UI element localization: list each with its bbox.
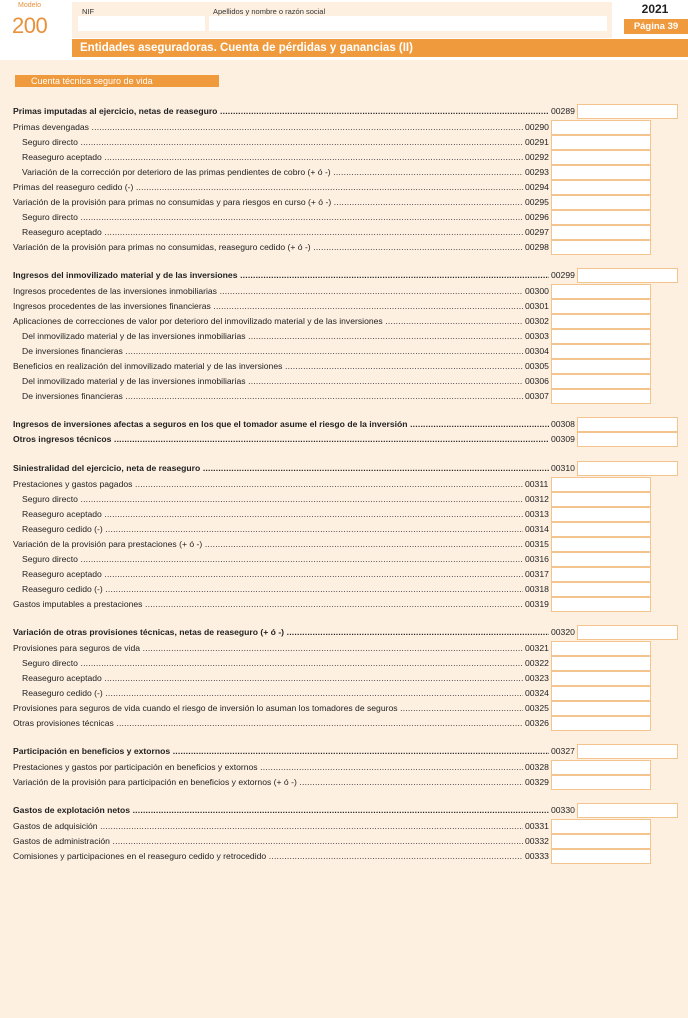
- amount-field-00332[interactable]: [551, 834, 651, 849]
- amount-field-00303[interactable]: [551, 329, 651, 344]
- page-badge: Página 39: [624, 19, 688, 34]
- form-row-00329: [0, 775, 688, 790]
- row-code: 00316: [525, 554, 549, 564]
- form-row-00307: [0, 389, 688, 404]
- row-label: Gastos de adquisición .....: [13, 819, 523, 834]
- amount-field-00331[interactable]: [551, 819, 651, 834]
- row-label: Seguro directo .....: [22, 135, 523, 150]
- year: 2021: [641, 2, 669, 16]
- row-code: 00323: [525, 673, 549, 683]
- row-code: 00290: [525, 122, 549, 132]
- amount-field-00299[interactable]: [577, 268, 678, 283]
- form-row-00317: [0, 567, 688, 582]
- amount-field-00298[interactable]: [551, 240, 651, 255]
- row-label: Reaseguro aceptado .....: [22, 567, 523, 582]
- row-code: 00295: [525, 197, 549, 207]
- row-code: 00311: [525, 479, 549, 489]
- row-code: 00318: [525, 584, 549, 594]
- row-code: 00305: [525, 361, 549, 371]
- amount-field-00322[interactable]: [551, 656, 651, 671]
- amount-field-00330[interactable]: [577, 803, 678, 818]
- amount-field-00294[interactable]: [551, 180, 651, 195]
- form-row-00313: [0, 507, 688, 522]
- row-code: 00297: [525, 227, 549, 237]
- row-code: 00320: [551, 627, 575, 637]
- row-code: 00322: [525, 658, 549, 668]
- amount-field-00319[interactable]: [551, 597, 651, 612]
- amount-field-00309[interactable]: [577, 432, 678, 447]
- row-label: Gastos de administración .....: [13, 834, 523, 849]
- form-row-00304: [0, 344, 688, 359]
- amount-field-00313[interactable]: [551, 507, 651, 522]
- form-row-00322: [0, 656, 688, 671]
- amount-field-00321[interactable]: [551, 641, 651, 656]
- row-code: 00333: [525, 851, 549, 861]
- row-label: Otras provisiones técnicas .....: [13, 716, 523, 731]
- row-label: Beneficios en realización del inmovilizado material y de las inversiones .....: [13, 359, 523, 374]
- form-row-00293: [0, 165, 688, 180]
- amount-field-00326[interactable]: [551, 716, 651, 731]
- modelo-label: Modelo: [18, 2, 41, 9]
- row-label: Comisiones y participaciones en el reaseguro cedido y retrocedido .....: [13, 849, 523, 864]
- row-code: 00291: [525, 137, 549, 147]
- row-code: 00303: [525, 331, 549, 341]
- form-row-00291: [0, 135, 688, 150]
- row-code: 00309: [551, 434, 575, 444]
- form-row-00319: [0, 597, 688, 612]
- amount-field-00297[interactable]: [551, 225, 651, 240]
- amount-field-00328[interactable]: [551, 760, 651, 775]
- row-label: Provisiones para seguros de vida cuando el riesgo de inversión lo asuman los tomadores de seguros .....: [13, 701, 523, 716]
- row-label: Primas del reaseguro cedido (-) .....: [13, 180, 523, 195]
- amount-field-00306[interactable]: [551, 374, 651, 389]
- form-row-00324: [0, 686, 688, 701]
- form-row-00331: [0, 819, 688, 834]
- row-label: Ingresos procedentes de las inversiones inmobiliarias .....: [13, 284, 523, 299]
- amount-field-00320[interactable]: [577, 625, 678, 640]
- amount-field-00325[interactable]: [551, 701, 651, 716]
- row-code: 00304: [525, 346, 549, 356]
- row-code: 00302: [525, 316, 549, 326]
- form-row-00292: [0, 150, 688, 165]
- amount-field-00314[interactable]: [551, 522, 651, 537]
- row-label: Primas imputadas al ejercicio, netas de reaseguro .....: [13, 104, 549, 119]
- row-label: Reaseguro aceptado .....: [22, 671, 523, 686]
- row-label: Variación de la provisión para primas no consumidas, reaseguro cedido (+ ó -) .....: [13, 240, 523, 255]
- form-row-00295: [0, 195, 688, 210]
- modelo-number: 200: [12, 13, 48, 38]
- form-row-00300: [0, 284, 688, 299]
- row-label: Siniestralidad del ejercicio, neta de reaseguro .....: [13, 461, 549, 476]
- row-code: 00329: [525, 777, 549, 787]
- nif-label: NIF: [82, 7, 95, 16]
- row-label: Prestaciones y gastos pagados .....: [13, 477, 523, 492]
- amount-field-00293[interactable]: [551, 165, 651, 180]
- row-label: Reaseguro aceptado .....: [22, 507, 523, 522]
- row-code: 00330: [551, 805, 575, 815]
- form-row-00311: [0, 477, 688, 492]
- form-row-00315: [0, 537, 688, 552]
- form-row-00294: [0, 180, 688, 195]
- row-code: 00312: [525, 494, 549, 504]
- row-label: Ingresos de inversiones afectas a seguros en los que el tomador asume el riesgo de la inversión .....: [13, 417, 549, 432]
- form-row-00289: [0, 104, 688, 119]
- amount-field-00307[interactable]: [551, 389, 651, 404]
- amount-field-00301[interactable]: [551, 299, 651, 314]
- row-label: Reaseguro aceptado .....: [22, 225, 523, 240]
- form-row-00323: [0, 671, 688, 686]
- form-row-00309: [0, 432, 688, 447]
- amount-field-00329[interactable]: [551, 775, 651, 790]
- form-row-00318: [0, 582, 688, 597]
- row-code: 00331: [525, 821, 549, 831]
- amount-field-00308[interactable]: [577, 417, 678, 432]
- row-code: 00296: [525, 212, 549, 222]
- row-label: De inversiones financieras .....: [22, 389, 523, 404]
- amount-field-00290[interactable]: [551, 120, 651, 135]
- row-label: Otros ingresos técnicos .....: [13, 432, 549, 447]
- row-code: 00314: [525, 524, 549, 534]
- row-code: 00317: [525, 569, 549, 579]
- row-label: Del inmovilizado material y de las inversiones inmobiliarias .....: [22, 374, 523, 389]
- row-code: 00315: [525, 539, 549, 549]
- row-code: 00299: [551, 270, 575, 280]
- form-row-00298: [0, 240, 688, 255]
- row-label: Gastos imputables a prestaciones .....: [13, 597, 523, 612]
- row-code: 00306: [525, 376, 549, 386]
- row-code: 00300: [525, 286, 549, 296]
- amount-field-00316[interactable]: [551, 552, 651, 567]
- page-title: Entidades aseguradoras. Cuenta de pérdidas y ganancias (II): [72, 39, 688, 57]
- form-row-00321: [0, 641, 688, 656]
- form-row-00302: [0, 314, 688, 329]
- row-label: Seguro directo .....: [22, 492, 523, 507]
- nif-field[interactable]: [78, 16, 205, 31]
- name-label: Apellidos y nombre o razón social: [213, 7, 326, 16]
- row-code: 00308: [551, 419, 575, 429]
- row-label: Variación de la provisión para primas no consumidas y para riesgos en curso (+ ó -) .....: [13, 195, 523, 210]
- form-row-00303: [0, 329, 688, 344]
- row-label: Variación de la provisión para participación en beneficios y extornos (+ ó -) .....: [13, 775, 523, 790]
- row-code: 00326: [525, 718, 549, 728]
- row-code: 00307: [525, 391, 549, 401]
- row-label: Variación de la corrección por deterioro de las primas pendientes de cobro (+ ó -) .....: [22, 165, 523, 180]
- form-row-00308: [0, 417, 688, 432]
- amount-field-00311[interactable]: [551, 477, 651, 492]
- amount-field-00292[interactable]: [551, 150, 651, 165]
- row-label: Aplicaciones de correcciones de valor por deterioro del inmovilizado material y de las inversiones .....: [13, 314, 523, 329]
- form-row-00333: [0, 849, 688, 864]
- row-code: 00289: [551, 106, 575, 116]
- amount-field-00310[interactable]: [577, 461, 678, 476]
- row-label: Variación de la provisión para prestaciones (+ ó -) .....: [13, 537, 523, 552]
- row-label: Seguro directo .....: [22, 210, 523, 225]
- amount-field-00302[interactable]: [551, 314, 651, 329]
- amount-field-00295[interactable]: [551, 195, 651, 210]
- row-code: 00293: [525, 167, 549, 177]
- row-code: 00324: [525, 688, 549, 698]
- form-row-00312: [0, 492, 688, 507]
- form-row-00301: [0, 299, 688, 314]
- amount-field-00327[interactable]: [577, 744, 678, 759]
- row-code: 00301: [525, 301, 549, 311]
- amount-field-00318[interactable]: [551, 582, 651, 597]
- amount-field-00291[interactable]: [551, 135, 651, 150]
- row-code: 00332: [525, 836, 549, 846]
- model-block: [0, 0, 70, 40]
- amount-field-00323[interactable]: [551, 671, 651, 686]
- form-row-00297: [0, 225, 688, 240]
- row-label: Reaseguro cedido (-) .....: [22, 686, 523, 701]
- row-label: Seguro directo .....: [22, 552, 523, 567]
- form-row-00325: [0, 701, 688, 716]
- amount-field-00317[interactable]: [551, 567, 651, 582]
- row-code: 00321: [525, 643, 549, 653]
- form-row-00314: [0, 522, 688, 537]
- row-label: Gastos de explotación netos .....: [13, 803, 549, 818]
- row-label: Reaseguro cedido (-) .....: [22, 522, 523, 537]
- amount-field-00324[interactable]: [551, 686, 651, 701]
- form-row-00290: [0, 120, 688, 135]
- row-code: 00310: [551, 463, 575, 473]
- section-title: Cuenta técnica seguro de vida: [15, 75, 219, 87]
- row-label: Reaseguro aceptado .....: [22, 150, 523, 165]
- form-row-00328: [0, 760, 688, 775]
- form-row-00296: [0, 210, 688, 225]
- row-code: 00292: [525, 152, 549, 162]
- amount-field-00333[interactable]: [551, 849, 651, 864]
- amount-field-00305[interactable]: [551, 359, 651, 374]
- row-label: Prestaciones y gastos por participación en beneficios y extornos .....: [13, 760, 523, 775]
- row-label: Provisiones para seguros de vida .....: [13, 641, 523, 656]
- form-row-00330: [0, 803, 688, 818]
- row-code: 00328: [525, 762, 549, 772]
- row-code: 00313: [525, 509, 549, 519]
- row-label: Ingresos del inmovilizado material y de las inversiones .....: [13, 268, 549, 283]
- amount-field-00296[interactable]: [551, 210, 651, 225]
- row-label: Seguro directo .....: [22, 656, 523, 671]
- row-code: 00327: [551, 746, 575, 756]
- amount-field-00300[interactable]: [551, 284, 651, 299]
- form-row-00327: [0, 744, 688, 759]
- row-label: De inversiones financieras .....: [22, 344, 523, 359]
- amount-field-00315[interactable]: [551, 537, 651, 552]
- row-label: Reaseguro cedido (-) .....: [22, 582, 523, 597]
- form-row-00320: [0, 625, 688, 640]
- amount-field-00289[interactable]: [577, 104, 678, 119]
- row-code: 00298: [525, 242, 549, 252]
- name-field[interactable]: [209, 16, 607, 31]
- row-label: Del inmovilizado material y de las inversiones inmobiliarias .....: [22, 329, 523, 344]
- row-label: Participación en beneficios y extornos .....: [13, 744, 549, 759]
- amount-field-00304[interactable]: [551, 344, 651, 359]
- row-label: Ingresos procedentes de las inversiones financieras .....: [13, 299, 523, 314]
- form-row-00306: [0, 374, 688, 389]
- row-code: 00319: [525, 599, 549, 609]
- row-code: 00294: [525, 182, 549, 192]
- row-code: 00325: [525, 703, 549, 713]
- form-row-00316: [0, 552, 688, 567]
- form-row-00299: [0, 268, 688, 283]
- row-label: Primas devengadas .....: [13, 120, 523, 135]
- form-row-00332: [0, 834, 688, 849]
- amount-field-00312[interactable]: [551, 492, 651, 507]
- form-row-00305: [0, 359, 688, 374]
- form-row-00326: [0, 716, 688, 731]
- form-row-00310: [0, 461, 688, 476]
- row-label: Variación de otras provisiones técnicas, netas de reaseguro (+ ó -) .....: [13, 625, 549, 640]
